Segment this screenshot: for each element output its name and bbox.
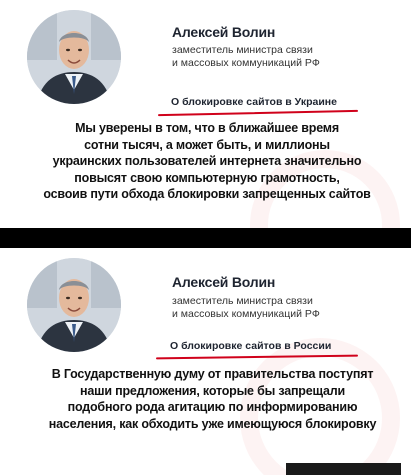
quote-card-ukraine <box>0 0 411 228</box>
quote-text <box>40 366 385 432</box>
quote-text <box>22 120 392 203</box>
speaker-role <box>172 295 392 321</box>
quote-line: украинских пользователей интернета значительно <box>52 154 362 168</box>
role-line: и массовых коммуникаций РФ <box>172 57 320 69</box>
quote-line: наши предложения, которые бы запрещали <box>80 383 345 398</box>
avatar <box>27 10 121 104</box>
quote-line: подобного рода агитацию по информированию <box>67 400 358 414</box>
speaker-name: Алексей Волин <box>172 24 276 40</box>
topic-heading: О блокировке сайтов в России <box>170 340 332 352</box>
topic-heading: О блокировке сайтов в Украине <box>171 96 337 108</box>
quote-line: Мы уверены в том, что в ближайшее время <box>75 121 339 135</box>
quote-line: населения, как обходить уже имеющуюся блокировку <box>48 416 377 431</box>
speaker-name: Алексей Волин <box>172 274 276 290</box>
portrait-photo <box>27 258 121 352</box>
quote-card-russia <box>0 248 411 475</box>
quote-line: освоив пути обхода блокировки запрещенных сайтов <box>43 187 371 201</box>
role-line: заместитель министра связи <box>172 44 313 56</box>
role-line: заместитель министра связи <box>172 295 313 307</box>
corner-overlay <box>286 463 401 475</box>
role-line: и массовых коммуникаций РФ <box>172 308 320 320</box>
quote-line: повысят свою компьютерную грамотность, <box>74 170 340 185</box>
portrait-photo <box>27 10 121 104</box>
quote-line: В Государственную думу от правительства поступят <box>51 367 374 381</box>
quote-line: сотни тысяч, а может быть, и миллионы <box>84 137 330 152</box>
speaker-role <box>172 44 392 70</box>
avatar <box>27 258 121 352</box>
red-underline <box>158 110 358 116</box>
